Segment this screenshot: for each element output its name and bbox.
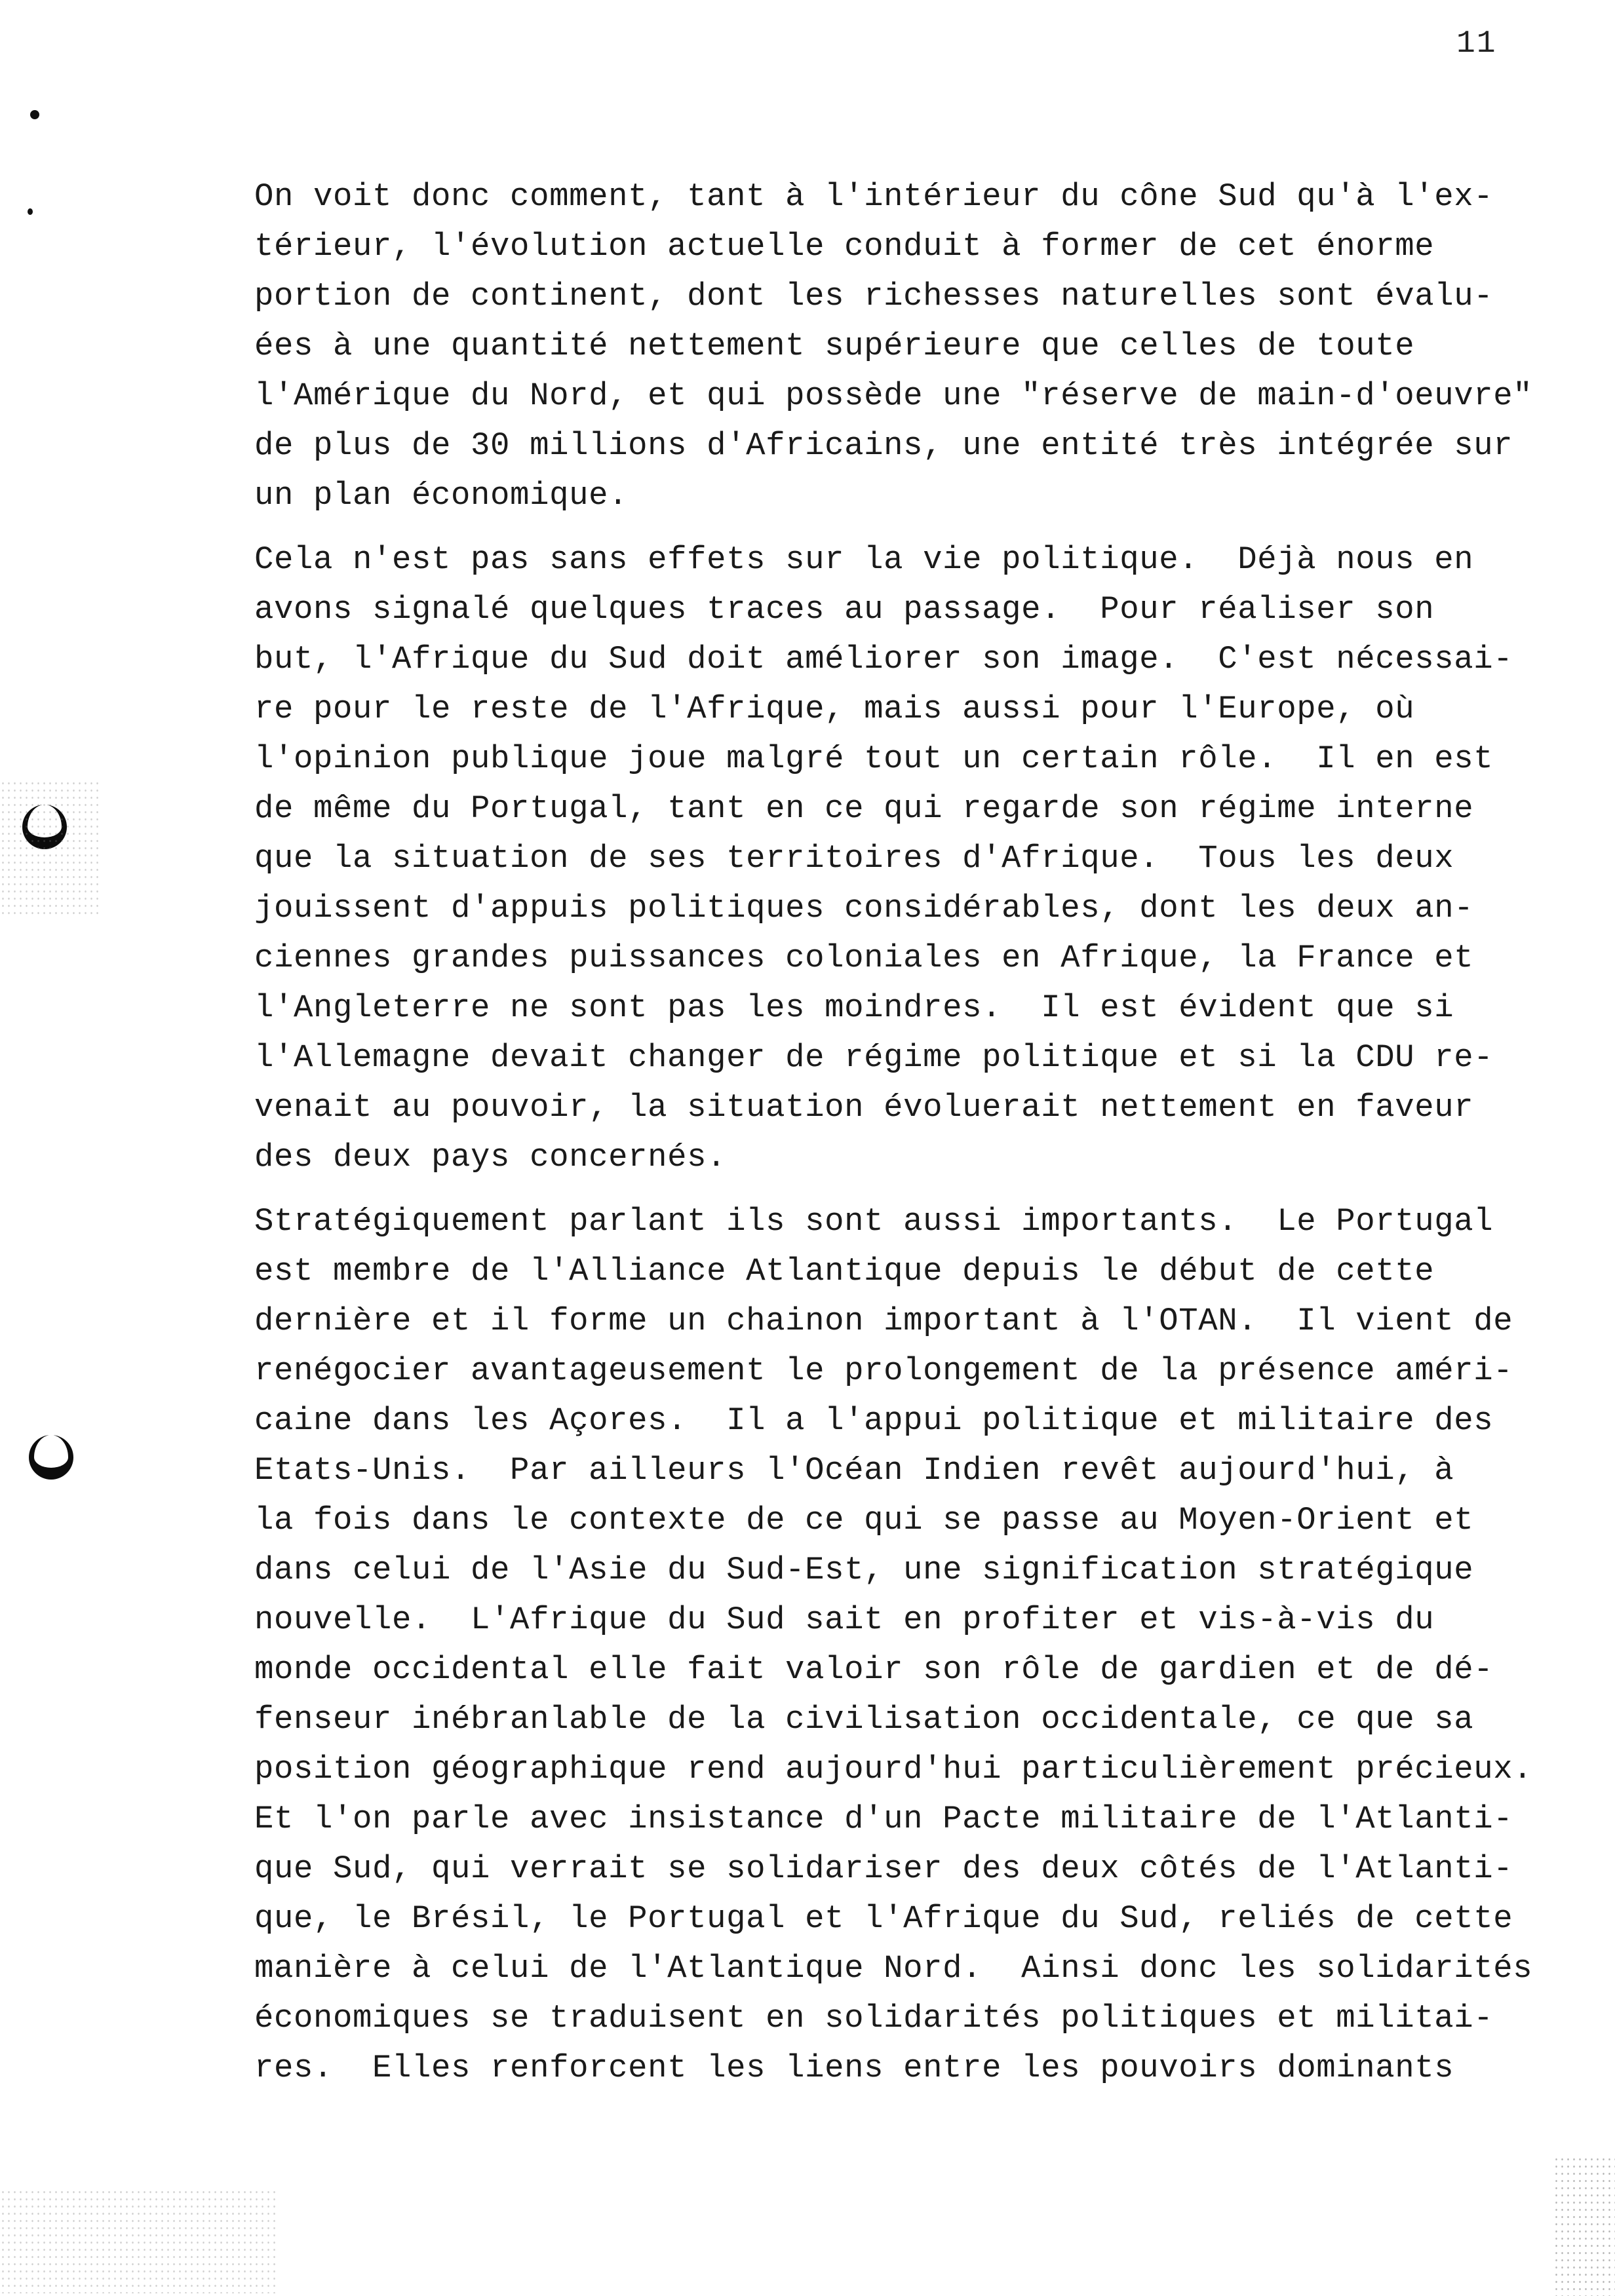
text-line: Et l'on parle avec insistance d'un Pacte militaire de l'Atlanti-	[254, 1801, 1513, 1837]
paragraph-spacer	[254, 1182, 1572, 1196]
paragraph-spacer	[254, 520, 1572, 535]
text-line: res. Elles renforcent les liens entre les pouvoirs dominants	[254, 2050, 1454, 2086]
text-line: re pour le reste de l'Afrique, mais aussi pour l'Europe, où	[254, 691, 1415, 727]
text-line: dernière et il forme un chainon important à l'OTAN. Il vient de	[254, 1303, 1513, 1339]
scan-dot-mark	[28, 208, 33, 215]
text-line: Etats-Unis. Par ailleurs l'Océan Indien revêt aujourd'hui, à	[254, 1452, 1454, 1489]
text-line: Cela n'est pas sans effets sur la vie politique. Déjà nous en	[254, 541, 1474, 578]
text-line: économiques se traduisent en solidarités politiques et militai-	[254, 2000, 1494, 2037]
binder-hole-mark	[29, 1435, 73, 1480]
scan-noise	[0, 2189, 275, 2293]
scan-noise	[1553, 2156, 1615, 2296]
text-line: renégocier avantageusement le prolongement de la présence améri-	[254, 1352, 1513, 1389]
text-line: dans celui de l'Asie du Sud-Est, une signification stratégique	[254, 1552, 1474, 1588]
text-line: est membre de l'Alliance Atlantique depuis le début de cette	[254, 1253, 1435, 1290]
text-line: venait au pouvoir, la situation évoluerait nettement en faveur	[254, 1089, 1474, 1126]
text-line: position géographique rend aujourd'hui particulièrement précieux.	[254, 1751, 1533, 1788]
text-line: manière à celui de l'Atlantique Nord. Ainsi donc les solidarités	[254, 1950, 1533, 1987]
text-line: nouvelle. L'Afrique du Sud sait en profiter et vis-à-vis du	[254, 1601, 1435, 1638]
text-line: portion de continent, dont les richesses naturelles sont évalu-	[254, 278, 1494, 315]
text-line: avons signalé quelques traces au passage. Pour réaliser son	[254, 591, 1435, 628]
text-line: monde occidental elle fait valoir son rôle de gardien et de dé-	[254, 1651, 1494, 1688]
text-line: caine dans les Açores. Il a l'appui politique et militaire des	[254, 1402, 1494, 1439]
text-line: fenseur inébranlable de la civilisation occidentale, ce que sa	[254, 1701, 1474, 1738]
scan-noise	[0, 780, 98, 917]
text-line: but, l'Afrique du Sud doit améliorer son image. C'est nécessai-	[254, 641, 1513, 678]
document-body	[254, 172, 1572, 2093]
text-line: ées à une quantité nettement supérieure que celles de toute	[254, 328, 1415, 364]
text-line: que la situation de ses territoires d'Afrique. Tous les deux	[254, 840, 1454, 877]
paragraph-2	[254, 535, 1572, 1182]
page-number: 11	[1456, 26, 1497, 62]
text-line: des deux pays concernés.	[254, 1139, 727, 1176]
text-line: de même du Portugal, tant en ce qui regarde son régime interne	[254, 790, 1474, 827]
text-line: que Sud, qui verrait se solidariser des deux côtés de l'Atlanti-	[254, 1850, 1513, 1887]
text-line: ciennes grandes puissances coloniales en Afrique, la France et	[254, 940, 1474, 976]
text-line: l'Allemagne devait changer de régime politique et si la CDU re-	[254, 1039, 1494, 1076]
scan-dot-mark	[30, 110, 39, 119]
text-line: la fois dans le contexte de ce qui se passe au Moyen-Orient et	[254, 1502, 1474, 1539]
text-line: que, le Brésil, le Portugal et l'Afrique du Sud, reliés de cette	[254, 1900, 1513, 1937]
paragraph-3	[254, 1196, 1572, 2093]
text-line: On voit donc comment, tant à l'intérieur du cône Sud qu'à l'ex-	[254, 178, 1494, 215]
text-line: l'Amérique du Nord, et qui possède une "réserve de main-d'oeuvre"	[254, 377, 1533, 414]
text-line: jouissent d'appuis politiques considérables, dont les deux an-	[254, 890, 1474, 927]
text-line: l'Angleterre ne sont pas les moindres. Il est évident que si	[254, 989, 1454, 1026]
text-line: l'opinion publique joue malgré tout un certain rôle. Il en est	[254, 740, 1494, 777]
paragraph-1	[254, 172, 1572, 520]
text-line: de plus de 30 millions d'Africains, une entité très intégrée sur	[254, 427, 1513, 464]
text-line: Stratégiquement parlant ils sont aussi importants. Le Portugal	[254, 1203, 1494, 1240]
text-line: térieur, l'évolution actuelle conduit à former de cet énorme	[254, 228, 1435, 265]
text-line: un plan économique.	[254, 477, 629, 514]
